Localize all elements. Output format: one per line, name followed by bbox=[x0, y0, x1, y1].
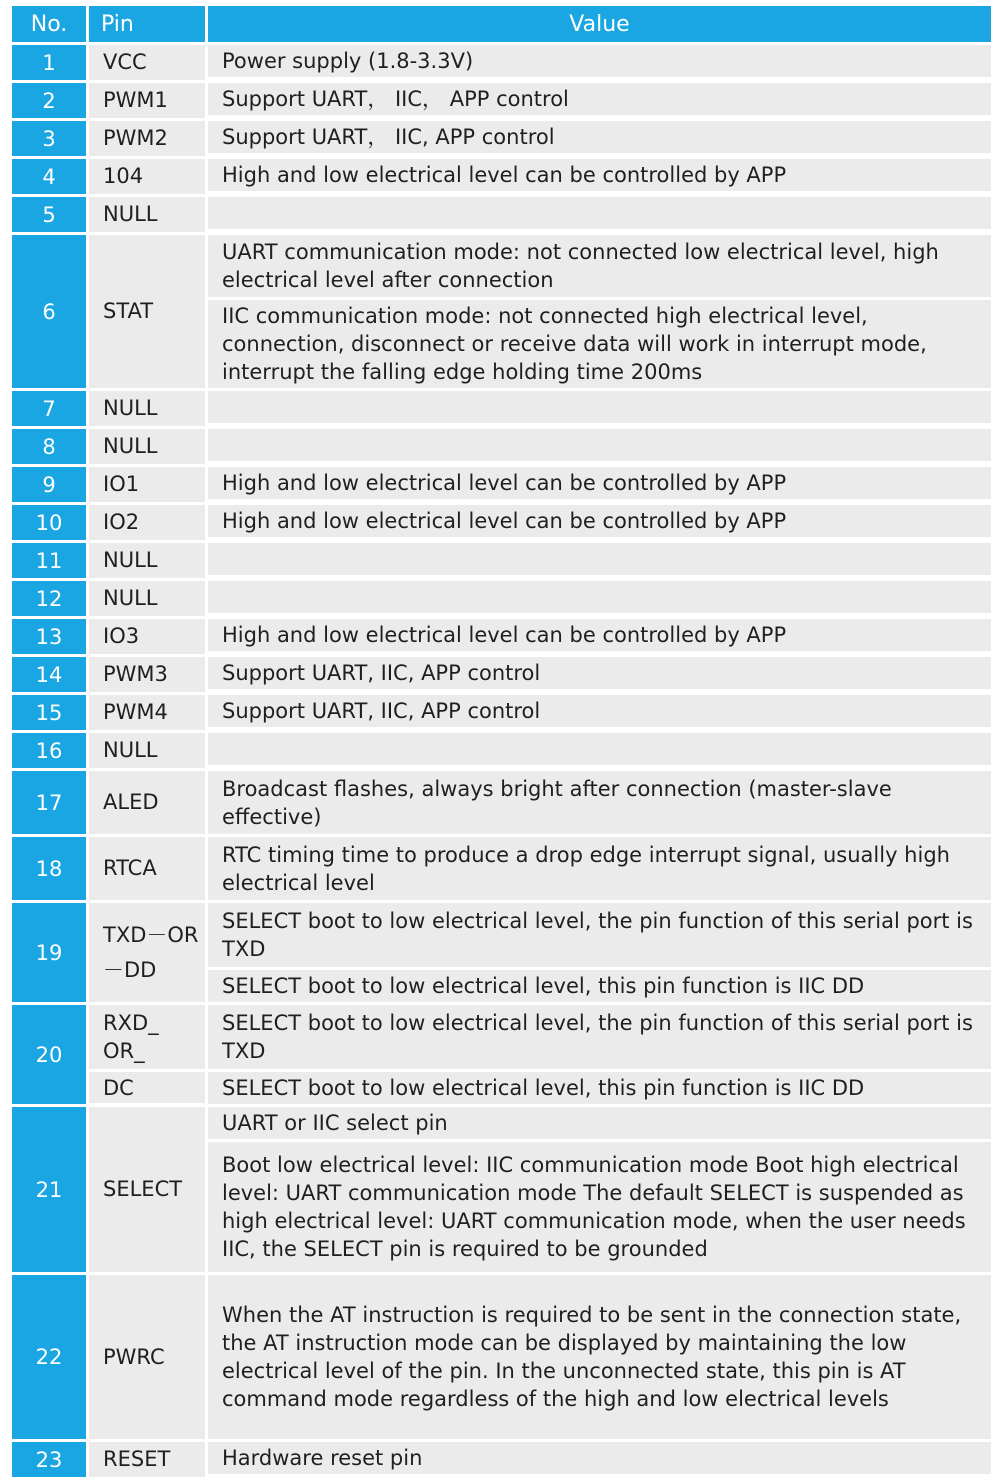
value-cell bbox=[208, 235, 991, 388]
pin-name: RESET bbox=[89, 1442, 205, 1477]
value-cell bbox=[208, 45, 991, 80]
value-text: Hardware reset pin bbox=[208, 1442, 991, 1474]
table-row bbox=[12, 121, 991, 156]
value-cell bbox=[208, 121, 991, 156]
pin-name: IO1 bbox=[89, 467, 205, 502]
value-cell bbox=[208, 903, 991, 1002]
value-text: SELECT boot to low electrical level, the pin function of this serial port is TXD bbox=[208, 1005, 991, 1069]
pin-name: SELECT bbox=[89, 1107, 205, 1272]
row-number: 14 bbox=[12, 657, 86, 692]
row-number: 13 bbox=[12, 619, 86, 654]
value-text: Boot low electrical level: IIC communication mode Boot high electrical level: UART communication mode The default SELECT is suspended as high electrical level: UART communication mode, when the user needs IIC, the SELECT pin is required to be grounded bbox=[208, 1142, 991, 1272]
table-body bbox=[12, 45, 991, 1477]
value-cell bbox=[208, 733, 991, 768]
table-row bbox=[12, 581, 991, 616]
value-cell bbox=[208, 657, 991, 692]
table-row bbox=[12, 429, 991, 464]
pin-name-part: DC bbox=[89, 1072, 205, 1103]
pin-name: RTCA bbox=[89, 837, 205, 900]
table-row bbox=[12, 837, 991, 900]
table-row bbox=[12, 505, 991, 540]
value-text: SELECT boot to low electrical level, this pin function is IIC DD bbox=[208, 1072, 991, 1104]
row-number: 12 bbox=[12, 581, 86, 616]
table-row bbox=[12, 391, 991, 426]
pin-name: PWM1 bbox=[89, 83, 205, 118]
table-row bbox=[12, 1107, 991, 1272]
value-text: When the AT instruction is required to be sent in the connection state, the AT instruction mode can be displayed by maintaining the low electrical level of the pin. In the unconnected state, this pin is AT command mode regardless of the high and low electrical levels bbox=[208, 1275, 991, 1439]
table-row bbox=[12, 619, 991, 654]
pin-name: VCC bbox=[89, 45, 205, 80]
table-row bbox=[12, 543, 991, 578]
value-cell bbox=[208, 429, 991, 464]
row-number: 9 bbox=[12, 467, 86, 502]
pin-name: NULL bbox=[89, 429, 205, 464]
pin-name: NULL bbox=[89, 543, 205, 578]
header-no: No. bbox=[12, 6, 86, 42]
value-text: Support UART, IIC, APP control bbox=[208, 657, 991, 689]
table-row bbox=[12, 695, 991, 730]
table-row bbox=[12, 159, 991, 194]
value-text bbox=[208, 733, 991, 765]
row-number: 8 bbox=[12, 429, 86, 464]
row-number: 2 bbox=[12, 83, 86, 118]
row-number: 6 bbox=[12, 235, 86, 388]
value-cell bbox=[208, 467, 991, 502]
row-number: 16 bbox=[12, 733, 86, 768]
row-number: 7 bbox=[12, 391, 86, 426]
pin-name-part: RXD_ OR_ bbox=[89, 1005, 205, 1069]
row-number: 5 bbox=[12, 197, 86, 232]
pin-name: IO2 bbox=[89, 505, 205, 540]
row-number: 15 bbox=[12, 695, 86, 730]
value-cell bbox=[208, 771, 991, 834]
value-cell bbox=[208, 837, 991, 900]
pin-name: IO3 bbox=[89, 619, 205, 654]
pin-name: PWM2 bbox=[89, 121, 205, 156]
value-text bbox=[208, 581, 991, 613]
table-row bbox=[12, 83, 991, 118]
value-text bbox=[208, 429, 991, 461]
table-row bbox=[12, 467, 991, 502]
table-row bbox=[12, 903, 991, 1002]
value-cell bbox=[208, 543, 991, 578]
value-cell bbox=[208, 619, 991, 654]
value-cell bbox=[208, 197, 991, 232]
table-row bbox=[12, 1005, 991, 1104]
row-number: 1 bbox=[12, 45, 86, 80]
row-number: 10 bbox=[12, 505, 86, 540]
value-text bbox=[208, 391, 991, 423]
table-row bbox=[12, 771, 991, 834]
table-row bbox=[12, 657, 991, 692]
value-cell bbox=[208, 1107, 991, 1272]
value-text: High and low electrical level can be controlled by APP bbox=[208, 505, 991, 537]
pin-name bbox=[89, 1005, 205, 1104]
row-number: 17 bbox=[12, 771, 86, 834]
pin-name: PWM3 bbox=[89, 657, 205, 692]
value-text: UART communication mode: not connected low electrical level, high electrical level after connection bbox=[208, 235, 991, 297]
row-number: 11 bbox=[12, 543, 86, 578]
row-number: 4 bbox=[12, 159, 86, 194]
value-cell bbox=[208, 1275, 991, 1439]
value-text bbox=[208, 197, 991, 229]
row-number: 22 bbox=[12, 1275, 86, 1439]
value-text: High and low electrical level can be controlled by APP bbox=[208, 619, 991, 651]
value-cell bbox=[208, 159, 991, 194]
row-number: 19 bbox=[12, 903, 86, 1002]
value-text: Support UART， IIC， APP control bbox=[208, 83, 991, 115]
table-row bbox=[12, 235, 991, 388]
value-cell bbox=[208, 505, 991, 540]
row-number: 23 bbox=[12, 1442, 86, 1477]
value-text: High and low electrical level can be controlled by APP bbox=[208, 467, 991, 499]
pin-name: NULL bbox=[89, 581, 205, 616]
value-text: SELECT boot to low electrical level, the pin function of this serial port is TXD bbox=[208, 903, 991, 967]
value-cell bbox=[208, 83, 991, 118]
pin-name: PWM4 bbox=[89, 695, 205, 730]
row-number: 20 bbox=[12, 1005, 86, 1104]
pin-name: NULL bbox=[89, 391, 205, 426]
table-row bbox=[12, 733, 991, 768]
table-row bbox=[12, 45, 991, 80]
value-text: IIC communication mode: not connected high electrical level, connection, disconnect or receive data will work in interrupt mode, interrupt the falling edge holding time 200ms bbox=[208, 300, 991, 388]
value-text bbox=[208, 543, 991, 575]
table-row bbox=[12, 197, 991, 232]
value-text: Support UART， IIC, APP control bbox=[208, 121, 991, 153]
header-value: Value bbox=[208, 6, 991, 42]
pin-name: 104 bbox=[89, 159, 205, 194]
pin-name: TXD－OR－DD bbox=[89, 903, 205, 1002]
row-number: 18 bbox=[12, 837, 86, 900]
row-number: 3 bbox=[12, 121, 86, 156]
pin-name: STAT bbox=[89, 235, 205, 388]
row-number: 21 bbox=[12, 1107, 86, 1272]
value-cell bbox=[208, 1005, 991, 1104]
value-cell bbox=[208, 391, 991, 426]
value-cell bbox=[208, 1442, 991, 1477]
value-text: Support UART, IIC, APP control bbox=[208, 695, 991, 727]
value-text: UART or IIC select pin bbox=[208, 1107, 991, 1139]
pin-name: NULL bbox=[89, 733, 205, 768]
value-text: SELECT boot to low electrical level, this pin function is IIC DD bbox=[208, 970, 991, 1002]
pin-name: PWRC bbox=[89, 1275, 205, 1439]
header-pin: Pin bbox=[89, 6, 205, 42]
value-text: Broadcast flashes, always bright after connection (master-slave effective) bbox=[208, 771, 991, 834]
value-text: RTC timing time to produce a drop edge interrupt signal, usually high electrical level bbox=[208, 837, 991, 900]
value-text: Power supply (1.8-3.3V) bbox=[208, 45, 991, 77]
pin-table bbox=[12, 6, 991, 1480]
value-cell bbox=[208, 581, 991, 616]
value-text: High and low electrical level can be controlled by APP bbox=[208, 159, 991, 191]
table-row bbox=[12, 1442, 991, 1477]
value-cell bbox=[208, 695, 991, 730]
pin-name: NULL bbox=[89, 197, 205, 232]
table-row bbox=[12, 1275, 991, 1439]
table-header bbox=[12, 6, 991, 42]
pin-name: ALED bbox=[89, 771, 205, 834]
